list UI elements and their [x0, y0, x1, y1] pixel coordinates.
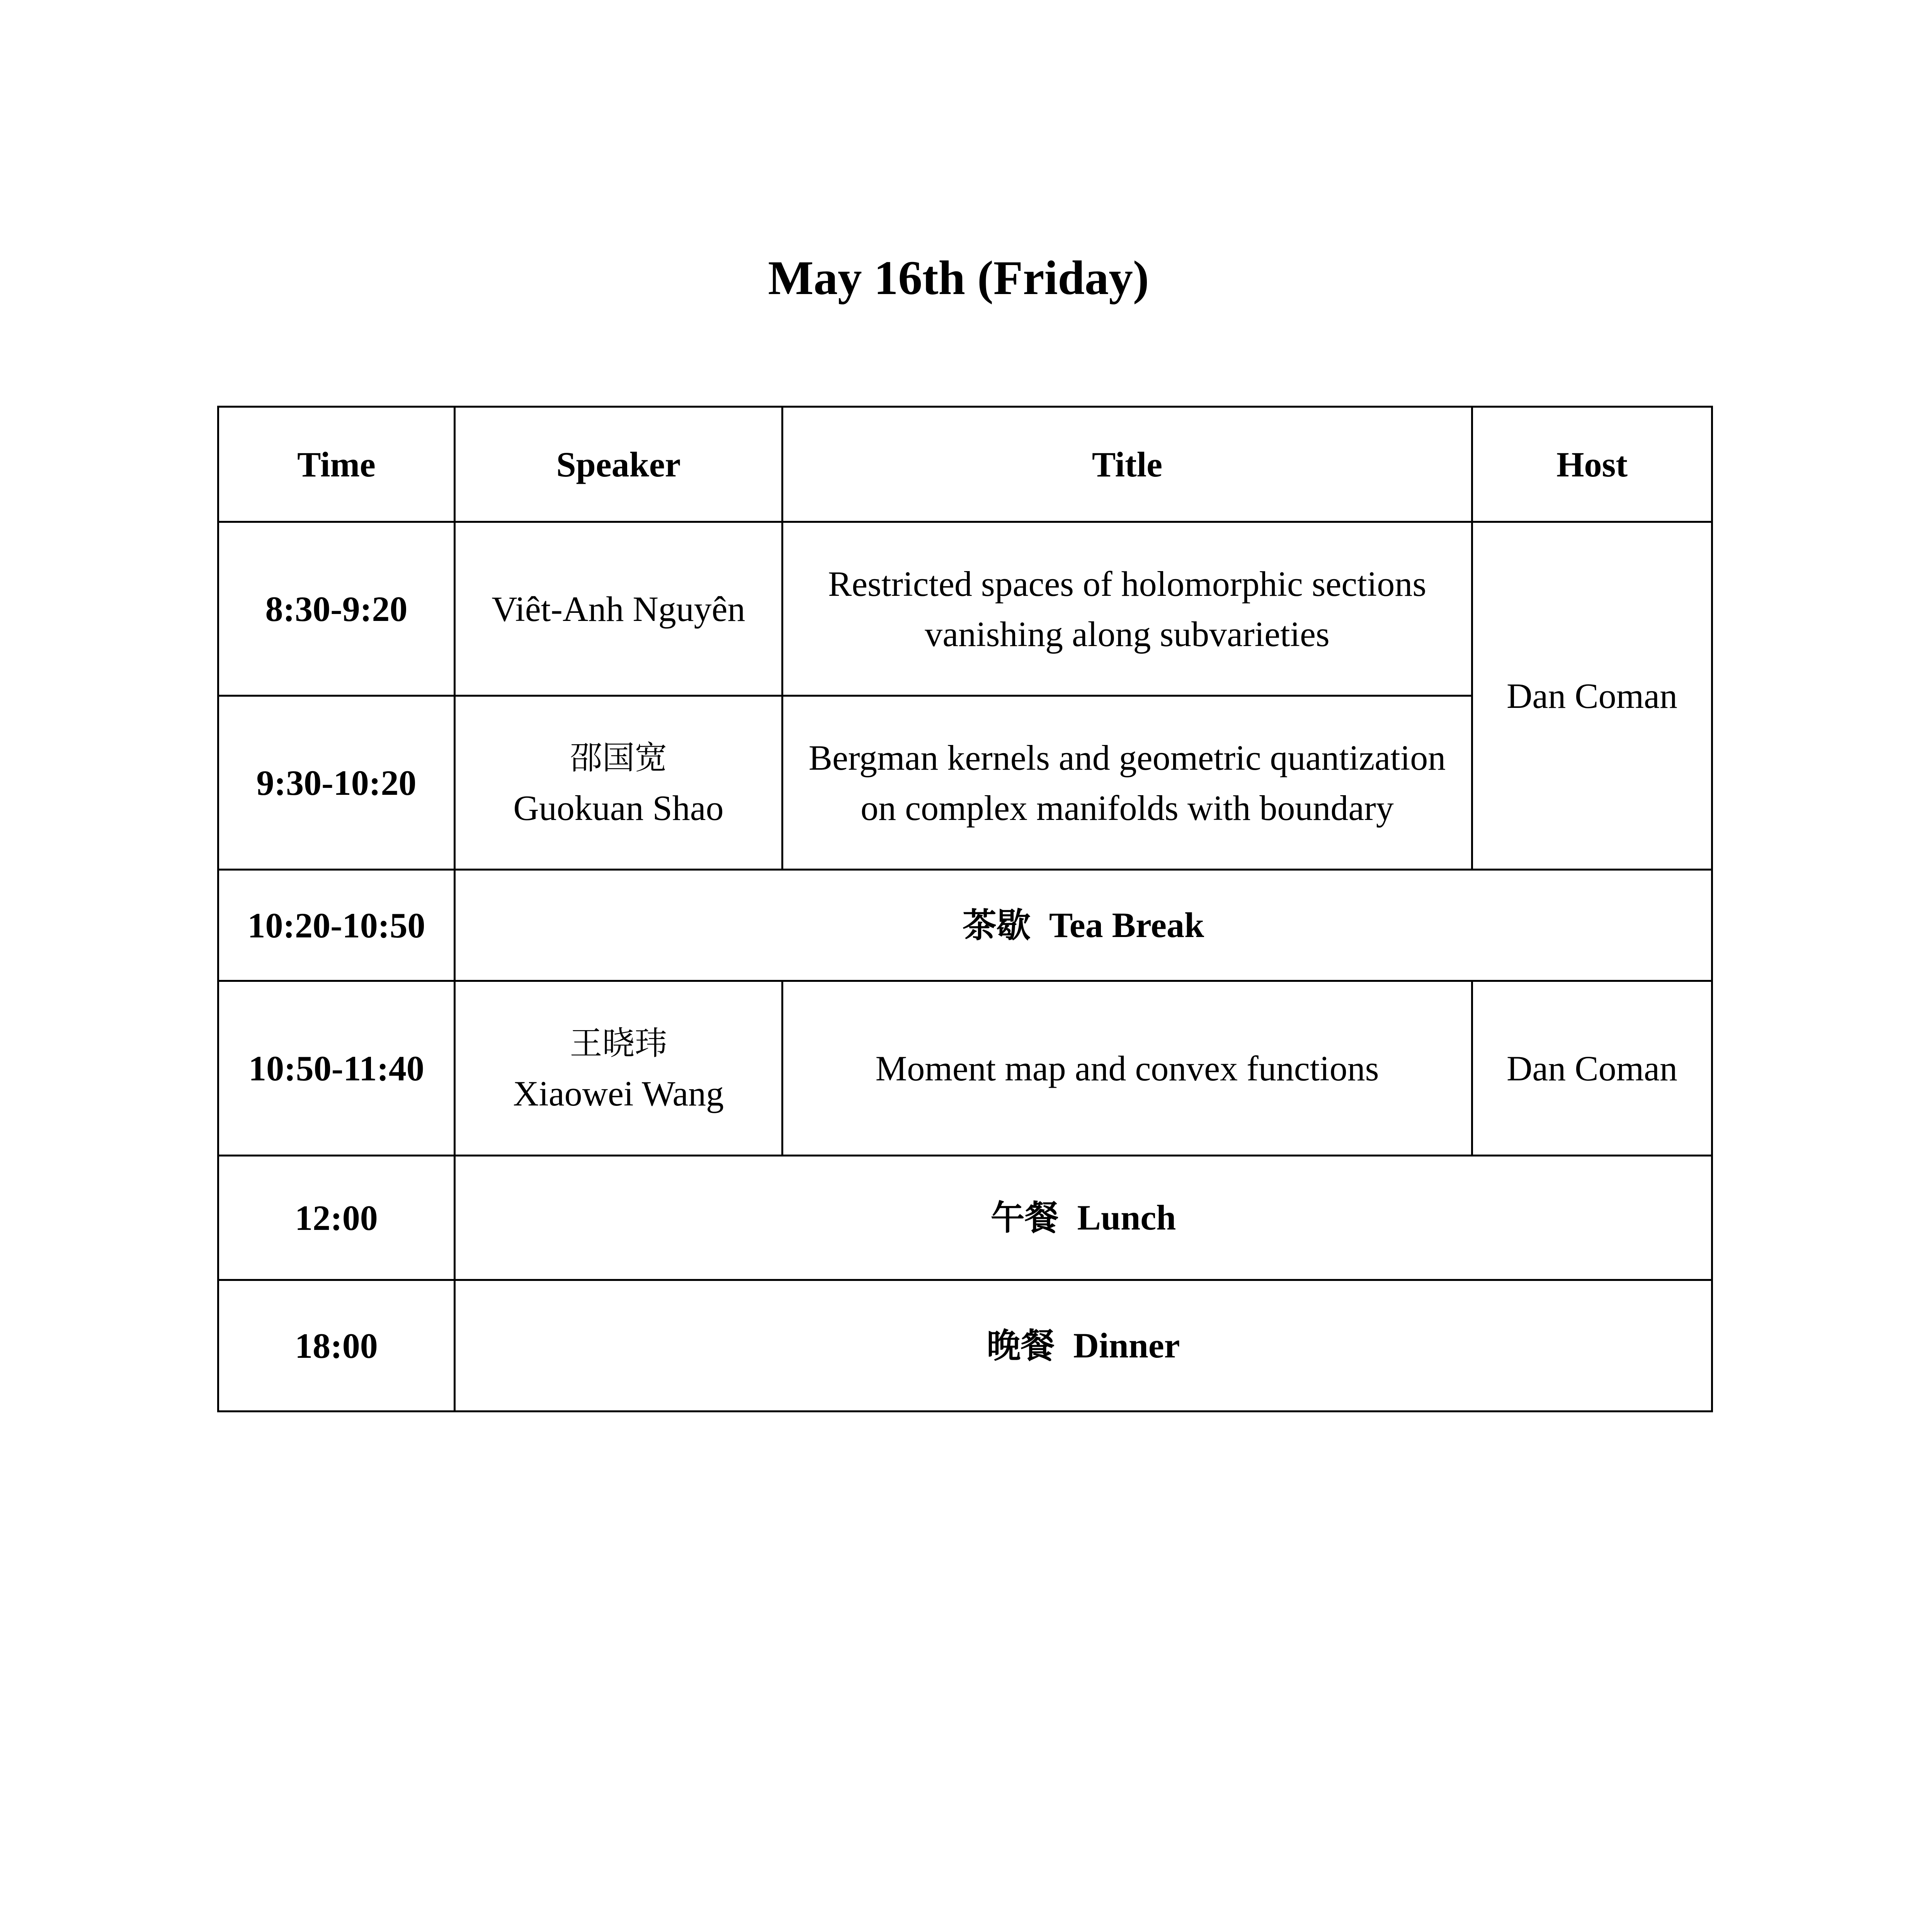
host-cell: Dan Coman	[1472, 522, 1712, 870]
table-row	[218, 1156, 1712, 1280]
speaker-chinese-name: 邵国宽	[570, 738, 667, 777]
speaker-name: Guokuan Shao	[513, 788, 724, 828]
header-speaker: Speaker	[455, 407, 782, 522]
page-title: May 16th (Friday)	[768, 252, 1149, 305]
table-header-row	[218, 407, 1712, 522]
host-cell: Dan Coman	[1472, 981, 1712, 1156]
table-row	[218, 981, 1712, 1156]
dinner-label: Dinner	[1073, 1326, 1180, 1365]
table-row	[218, 522, 1712, 696]
talk-title-cell: Restricted spaces of holomorphic sections vanishing along subvarieties	[782, 522, 1472, 696]
time-cell: 8:30-9:20	[218, 522, 455, 696]
lunch-label: Lunch	[1077, 1198, 1176, 1237]
speaker-cell	[455, 981, 782, 1156]
dinner-cell	[455, 1280, 1712, 1412]
time-cell: 9:30-10:20	[218, 696, 455, 870]
speaker-chinese-name: 王晓玮	[570, 1024, 667, 1062]
speaker-cell	[455, 696, 782, 870]
time-cell: 12:00	[218, 1156, 455, 1280]
table-row	[218, 870, 1712, 981]
break-chinese-label: 茶歇	[962, 905, 1031, 945]
dinner-chinese-label: 晚餐	[987, 1326, 1055, 1366]
lunch-chinese-label: 午餐	[990, 1198, 1059, 1238]
speaker-cell	[455, 522, 782, 696]
schedule-table	[217, 406, 1713, 1412]
speaker-name: Viêt-Anh Nguyên	[492, 589, 745, 629]
header-host: Host	[1472, 407, 1712, 522]
talk-title-cell: Moment map and convex functions	[782, 981, 1472, 1156]
break-cell	[455, 870, 1712, 981]
header-time: Time	[218, 407, 455, 522]
time-cell: 18:00	[218, 1280, 455, 1412]
header-title: Title	[782, 407, 1472, 522]
time-cell: 10:20-10:50	[218, 870, 455, 981]
time-cell: 10:50-11:40	[218, 981, 455, 1156]
table-row	[218, 1280, 1712, 1412]
break-label: Tea Break	[1049, 905, 1204, 945]
lunch-cell	[455, 1156, 1712, 1280]
talk-title-cell: Bergman kernels and geometric quantization on complex manifolds with boundary	[782, 696, 1472, 870]
speaker-name: Xiaowei Wang	[513, 1073, 724, 1113]
